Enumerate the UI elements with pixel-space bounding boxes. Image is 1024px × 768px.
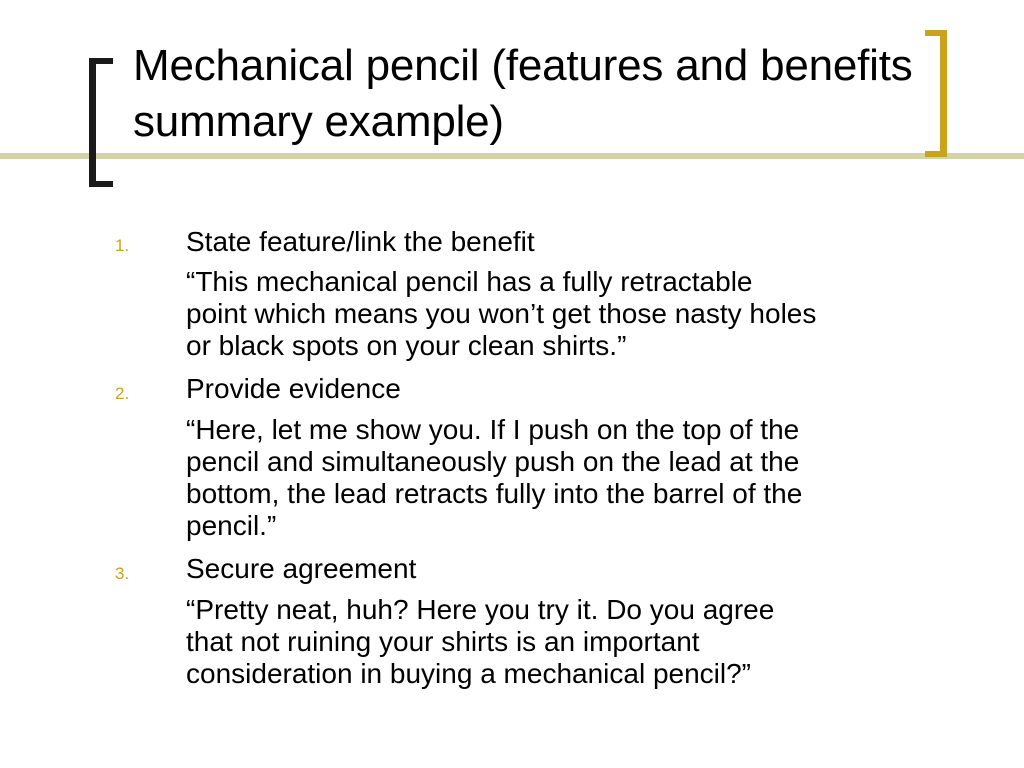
slide-title: Mechanical pencil (features and benefits summary example) [133,41,913,146]
quote-line: that not ruining your shirts is an important [186,626,700,657]
item-quote [186,594,976,690]
left-bracket-decoration [89,58,113,187]
quote-line: or black spots on your clean shirts.” [186,330,627,361]
quote-line: pencil.” [186,510,277,541]
quote-line: pencil and simultaneously push on the lead at the [186,446,800,477]
right-bracket-decoration [925,30,947,157]
quote-line: bottom, the lead retracts fully into the barrel of the [186,478,803,509]
quote-line: point which means you won’t get those nasty holes [186,298,817,329]
quote-line: “Here, let me show you. If I push on the top of the [186,414,800,445]
item-number: 1. [115,236,130,255]
quote-line: “Pretty neat, huh? Here you try it. Do you agree [186,594,775,625]
item-number: 3. [115,564,130,583]
item-heading: State feature/link the benefit [186,226,535,257]
item-heading: Secure agreement [186,553,417,584]
item-quote [186,266,976,362]
quote-line: “This mechanical pencil has a fully retractable [186,266,753,297]
quote-line: consideration in buying a mechanical pencil?” [186,658,752,689]
item-quote [186,414,976,542]
title-underline [0,153,1024,159]
item-heading: Provide evidence [186,373,401,404]
item-number: 2. [115,384,130,403]
